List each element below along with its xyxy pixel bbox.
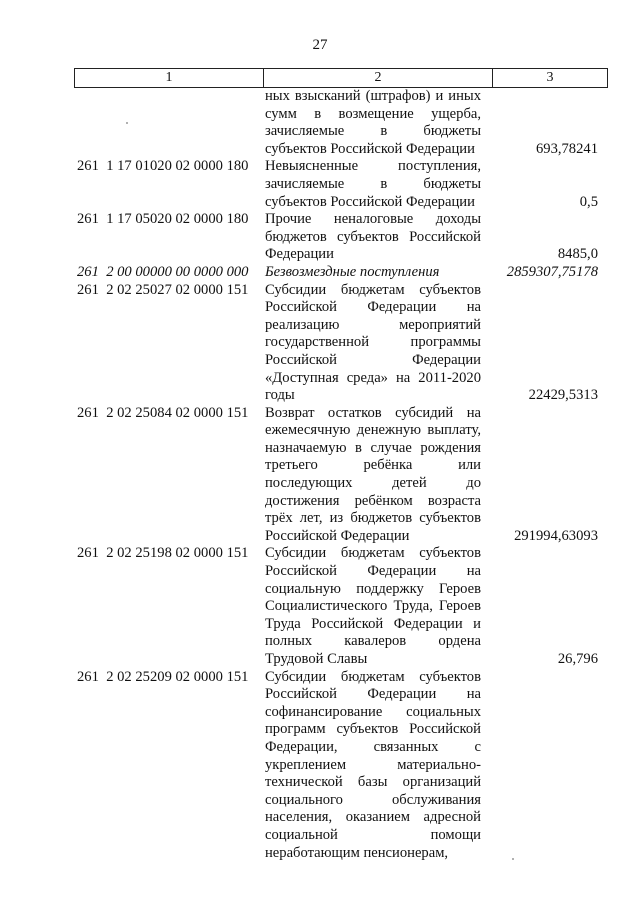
- table-row: [0, 405, 640, 546]
- budget-code: 261 2 02 25198 02 0000 151: [77, 545, 249, 562]
- page-number: 27: [312, 37, 328, 53]
- table-header: [74, 68, 608, 88]
- table-row: [0, 88, 640, 158]
- column-header-2: 2: [264, 69, 493, 87]
- scan-speck: [126, 122, 128, 124]
- table-row: [0, 158, 640, 211]
- budget-code: 261 2 00 00000 00 0000 000: [77, 263, 249, 280]
- income-name: Возврат остатков субсидий на ежемесячную денежную выплату, назначаемую в случае рождения третьего ребёнка или последующих детей до достижения ребёнком возраста трёх лет, из бюджетов субъектов Российской Федерации: [265, 404, 481, 544]
- table-row: [0, 211, 640, 264]
- budget-code: 261 1 17 05020 02 0000 180: [77, 211, 249, 228]
- income-name: Прочие неналоговые доходы бюджетов субъектов Российской Федерации: [265, 211, 481, 263]
- amount: 2859307,75178: [506, 263, 598, 280]
- table-row: [0, 669, 640, 863]
- income-name: Безвозмездные поступления: [265, 263, 440, 280]
- amount: 22429,5313: [528, 387, 598, 404]
- column-header-1: 1: [75, 69, 264, 87]
- income-name: Субсидии бюджетам субъектов Российской Федерации на реализацию мероприятий государственной программы Российской Федерации «Доступная среда» на 2011-2020 годы: [265, 281, 481, 404]
- amount: 291994,63093: [514, 527, 598, 544]
- budget-code: 261 2 02 25209 02 0000 151: [77, 668, 249, 685]
- table-row-section: [0, 264, 640, 282]
- budget-code: 261 1 17 01020 02 0000 180: [77, 158, 249, 175]
- income-name: ных взысканий (штрафов) и иных сумм в возмещение ущерба, зачисляемые в бюджеты субъектов Российской Федерации: [265, 88, 481, 157]
- amount: 693,78241: [535, 140, 598, 157]
- budget-code: 261 2 02 25084 02 0000 151: [77, 404, 249, 421]
- income-name: Невыясненные поступления, зачисляемые в бюджеты субъектов Российской Федерации: [265, 158, 481, 210]
- column-header-3: 3: [546, 70, 554, 85]
- income-name: Субсидии бюджетам субъектов Российской Федерации на софинансирование социальных программ субъектов Российской Федерации, связанных с укреплением материально-технической базы организаций социального обслуживания населения, оказанием адресной социальной помощи неработающим пенсионерам,: [265, 668, 481, 861]
- income-name: Субсидии бюджетам субъектов Российской Федерации на социальную поддержку Героев Социалистического Труда, Героев Труда Российской Федерации и полных кавалеров ордена Трудовой Славы: [265, 545, 481, 667]
- budget-code: 261 2 02 25027 02 0000 151: [77, 281, 249, 298]
- amount: 26,796: [557, 651, 598, 667]
- scan-speck: [512, 858, 514, 860]
- table-row: [0, 282, 640, 405]
- table-body: [0, 88, 640, 862]
- table-row: [0, 545, 640, 668]
- amount: 8485,0: [557, 246, 598, 263]
- amount: 0,5: [579, 193, 598, 210]
